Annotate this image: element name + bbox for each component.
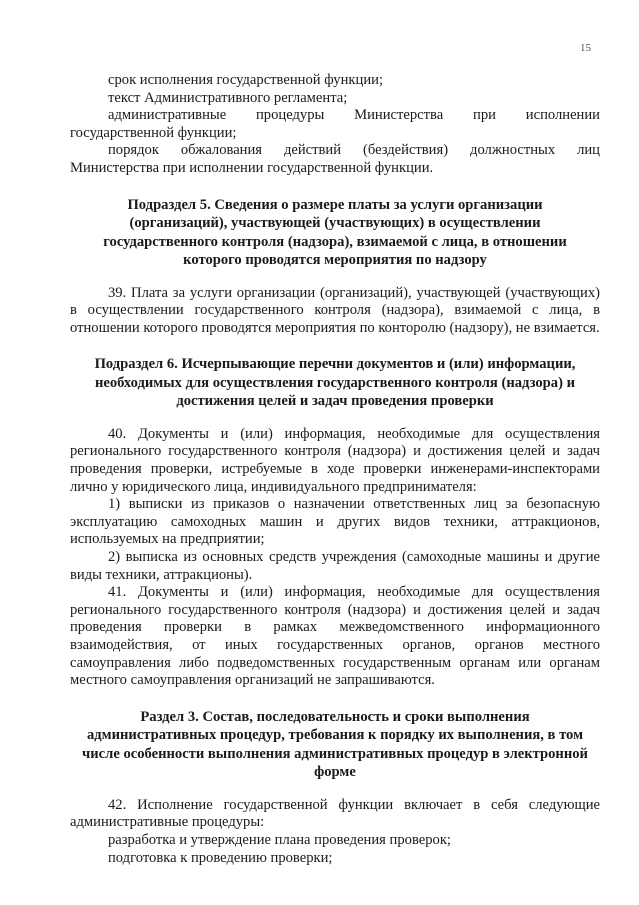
list-item: подготовка к проведению проверки; <box>108 849 333 866</box>
paragraph-42: 42. Исполнение государственной функции включает в себя следующие административные процедуры: <box>70 796 600 831</box>
section5-heading <box>80 196 590 270</box>
heading-line: достижения целей и задач проведения проверки <box>176 393 494 410</box>
list-item: текст Административного регламента; <box>108 89 348 106</box>
paragraph-39: 39. Плата за услуги организации (организаций), участвующей (участвующих) в осуществлении государственного контроля (надзора), взимаемой с лица, в отношении которого проводятся мероприятия по конторолю (надзору), не взимается. <box>70 284 600 336</box>
page-number: 15 <box>580 42 591 54</box>
section6-heading <box>80 355 590 411</box>
heading-line: которого проводятся мероприятия по надзору <box>183 252 487 269</box>
document-body <box>70 72 600 867</box>
list-item: порядок обжалования действий (бездействия) должностных лиц Министерства при исполнении государственной функции. <box>70 142 600 176</box>
list-item: разработка и утверждение плана проведения проверок; <box>108 831 451 848</box>
paragraph-40: 40. Документы и (или) информация, необходимые для осуществления регионального государственного контроля (надзора) и достижения целей и задач проведения проверки, истребуемые в ходе проверки инженерами-инспекторами лично у юридического лица, индивидуального предпринимателя: <box>70 425 600 495</box>
list-item: срок исполнения государственной функции; <box>108 72 383 88</box>
section3-heading <box>80 708 590 782</box>
list-item: административные процедуры Министерства при исполнении государственной функции; <box>70 107 600 141</box>
heading-line: форме <box>314 764 356 781</box>
heading-line: числе особенности выполнения административных процедур в электронной <box>82 745 588 762</box>
heading-line: Подраздел 6. Исчерпывающие перечни документов и (или) информации, <box>94 356 576 373</box>
heading-line: Раздел 3. Состав, последовательность и сроки выполнения <box>140 708 530 725</box>
heading-line: административных процедур, требования к порядку их выполнения, в том <box>86 727 584 744</box>
paragraph-40-item-2: 2) выписка из основных средств учреждения (самоходные машины и другие виды техники, аттракционы). <box>70 549 600 583</box>
paragraph-41: 41. Документы и (или) информация, необходимые для осуществления регионального государственного контроля (надзора) и достижения целей и задач проведения проверки в рамках межведомственного информационного взаимодействия, от иных государственных органов, органов местного самоуправления либо подведомственных государственным органам или органам местного самоуправления организаций не запрашиваются. <box>70 584 600 689</box>
heading-line: необходимых для осуществления государственного контроля (надзора) и <box>94 374 576 391</box>
paragraph-40-item-1: 1) выписки из приказов о назначении ответственных лиц за безопасную эксплуатацию самоходных машин и других видов техники, аттракционов, используемых на предприятии; <box>70 496 600 548</box>
heading-line: Подраздел 5. Сведения о размере платы за услуги организации <box>127 196 543 213</box>
heading-line: (организаций), участвующей (участвующих) в осуществлении <box>129 215 541 232</box>
heading-line: государственного контроля (надзора), взимаемой с лица, в отношении <box>103 233 567 250</box>
